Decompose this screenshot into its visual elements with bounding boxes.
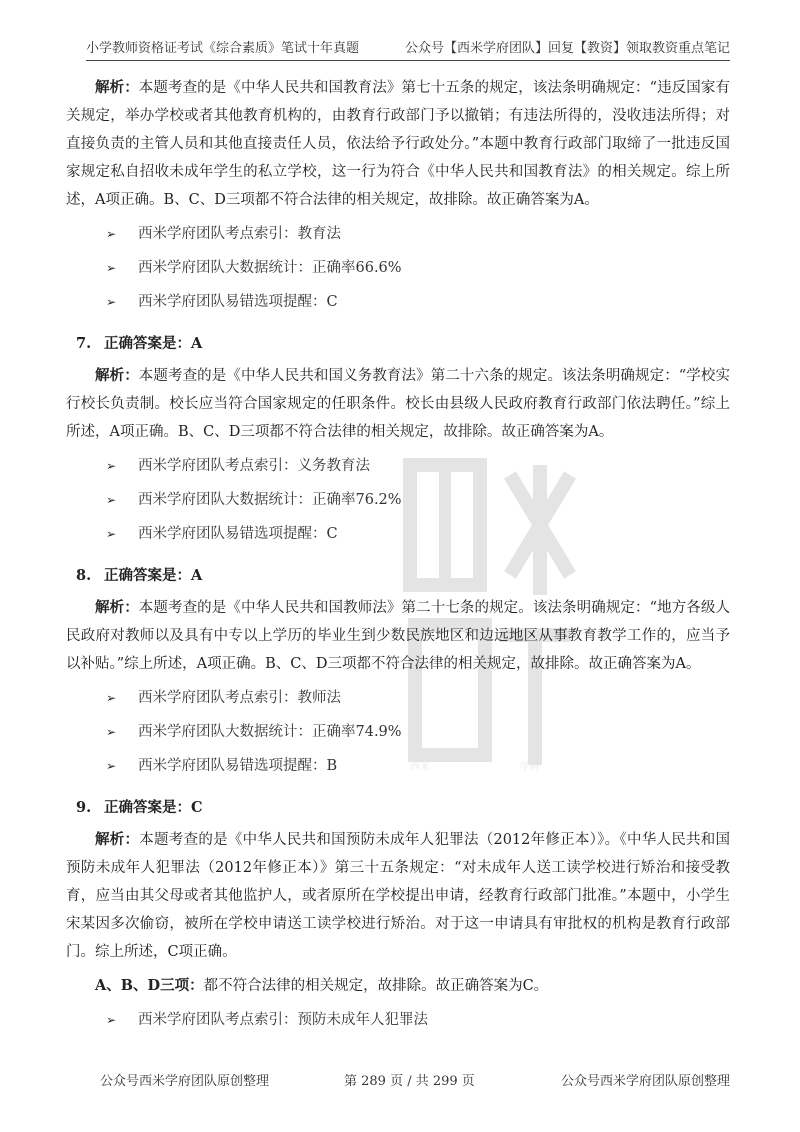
- page-footer: [100, 1070, 730, 1090]
- bullet-item: ➢ 西米学府团队大数据统计：正确率74.9%: [66, 718, 730, 746]
- page-header: [86, 36, 730, 61]
- question-number: 9.: [76, 799, 92, 816]
- question-number: 7.: [76, 335, 92, 352]
- bullet-item: ➢ 西米学府团队易错选项提醒：C: [66, 520, 730, 548]
- bullet-item: ➢ 西米学府团队易错选项提醒：B: [66, 752, 730, 780]
- footer-right: 公众号西米学府团队原创整理: [560, 1074, 730, 1089]
- analysis-paragraph: [66, 826, 730, 966]
- analysis-paragraph: [66, 74, 730, 214]
- analysis-label: 解析：: [95, 599, 139, 616]
- bullet-item: ➢ 西米学府团队考点索引：义务教育法: [66, 452, 730, 480]
- correct-answer: 正确答案是：A: [104, 567, 203, 584]
- arrow-bullet-icon: ➢: [106, 227, 117, 241]
- question-number: 8.: [76, 567, 92, 584]
- arrow-bullet-icon: ➢: [106, 759, 117, 773]
- question-heading: [76, 794, 730, 822]
- correct-answer: 正确答案是：C: [104, 799, 203, 816]
- bullet-item: ➢ 西米学府团队考点索引：教师法: [66, 684, 730, 712]
- watermark-text-top: 西米: [410, 762, 430, 773]
- analysis-label: 解析：: [95, 831, 140, 848]
- header-left-title: 小学教师资格证考试《综合素质》笔试十年真题: [86, 41, 360, 56]
- question-heading: [76, 330, 730, 358]
- options-label: A、B、D三项：: [95, 977, 204, 994]
- bullet-item: ➢ 西米学府团队易错选项提醒：C: [66, 288, 730, 316]
- arrow-bullet-icon: ➢: [106, 1013, 117, 1027]
- arrow-bullet-icon: ➢: [106, 295, 117, 309]
- bullet-item: ➢ 西米学府团队考点索引：教育法: [66, 220, 730, 248]
- analysis-text: 本题考查的是《中华人民共和国义务教育法》第二十六条的规定。该法条明确规定：“学校实行校长负责制。校长应当符合国家规定的任职条件。校长由县级人民政府教育行政部门依法聘任。”综上所述，A项正确。B、C、D三项都不符合法律的相关规定，故排除。故正确答案为A。: [66, 368, 730, 440]
- analysis-label: 解析：: [95, 367, 139, 384]
- arrow-bullet-icon: ➢: [106, 493, 117, 507]
- analysis-text: 本题考查的是《中华人民共和国教师法》第二十七条的规定。该法条明确规定：“地方各级人民政府对教师以及具有中专以上学历的毕业生到少数民族地区和边远地区从事教育教学工作的，应当予以补贴。”综上所述，A项正确。B、C、D三项都不符合法律的相关规定，故排除。故正确答案为A。: [66, 600, 730, 672]
- analysis-paragraph: [66, 594, 730, 678]
- arrow-bullet-icon: ➢: [106, 261, 117, 275]
- arrow-bullet-icon: ➢: [106, 527, 117, 541]
- bullet-item: ➢ 西米学府团队考点索引：预防未成年人犯罪法: [66, 1006, 730, 1034]
- arrow-bullet-icon: ➢: [106, 459, 117, 473]
- analysis-text: 本题考查的是《中华人民共和国教育法》第七十五条的规定，该法条明确规定：“违反国家有关规定，举办学校或者其他教育机构的，由教育行政部门予以撤销；有违法所得的，没收违法所得；对直接负责的主管人员和其他直接责任人员，依法给予行政处分。”本题中教育行政部门取缔了一批违反国家规定私自招收未成年学生的私立学校，这一行为符合《中华人民共和国教育法》的相关规定。综上所述，A项正确。B、C、D三项都不符合法律的相关规定，故排除。故正确答案为A。: [66, 80, 730, 208]
- question-heading: [76, 562, 730, 590]
- analysis-label: 解析：: [95, 79, 139, 96]
- header-right-note: 公众号【西米学府团队】回复【教资】领取教资重点笔记: [404, 41, 730, 56]
- analysis-text: 本题考查的是《中华人民共和国预防未成年人犯罪法（2012年修正本）》。《中华人民共和国预防未成年人犯罪法（2012年修正本）》第三十五条规定：“对未成年人送工读学校进行矫治和接受教育，应当由其父母或者其他监护人，或者原所在学校提出申请，经教育行政部门批准。”本题中，小学生宋某因多次偷窃，被所在学校申请送工读学校进行矫治。对于这一申请具有审批权的机构是教育行政部门。综上所述，C项正确。: [66, 832, 730, 960]
- footer-left: 公众号西米学府团队原创整理: [100, 1074, 270, 1089]
- arrow-bullet-icon: ➢: [106, 691, 117, 705]
- page-number: 第 289 页 / 共 299 页: [344, 1074, 475, 1089]
- watermark-text-bottom: 学府: [520, 762, 540, 773]
- page-content: [66, 74, 730, 1034]
- bullet-item: ➢ 西米学府团队大数据统计：正确率76.2%: [66, 486, 730, 514]
- bullet-item: ➢ 西米学府团队大数据统计：正确率66.6%: [66, 254, 730, 282]
- correct-answer: 正确答案是：A: [104, 335, 203, 352]
- analysis-paragraph: [66, 362, 730, 446]
- options-text: 都不符合法律的相关规定，故排除。故正确答案为C。: [203, 978, 549, 994]
- arrow-bullet-icon: ➢: [106, 725, 117, 739]
- options-paragraph: [66, 972, 730, 1000]
